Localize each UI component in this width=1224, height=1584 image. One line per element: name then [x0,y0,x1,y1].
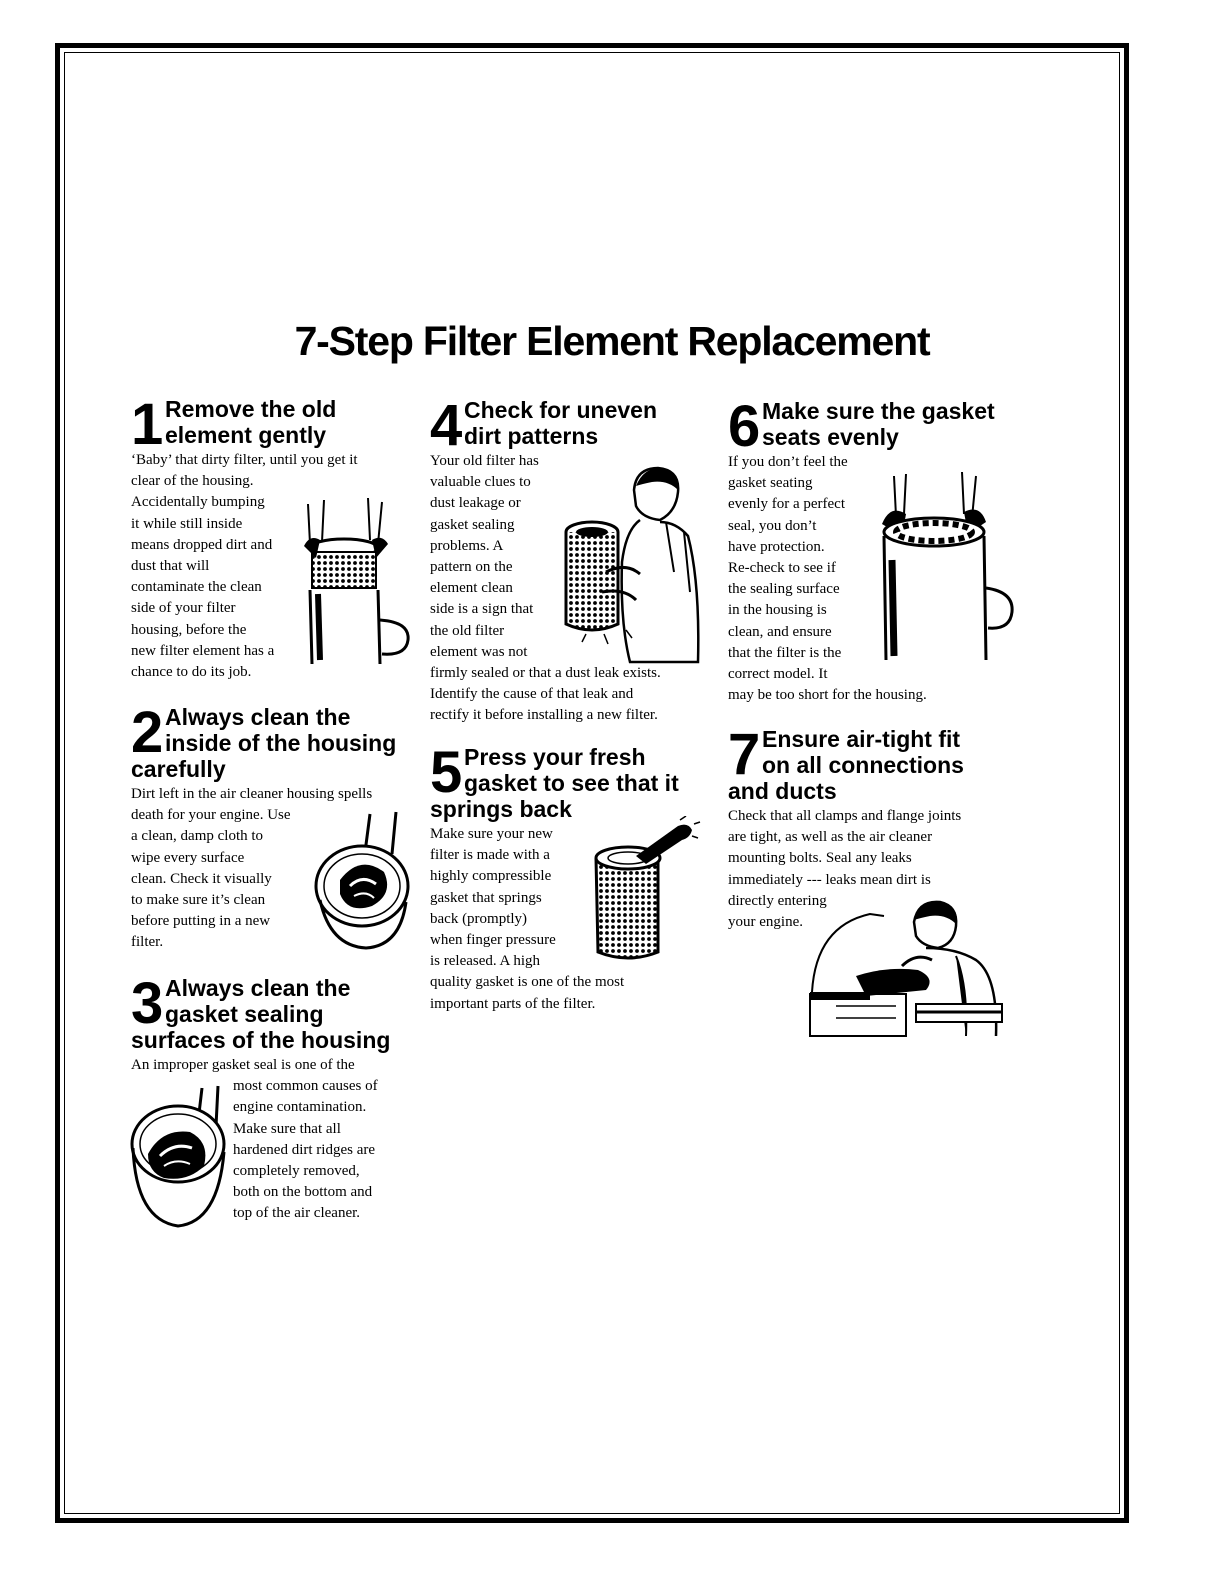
body-line: that the filter is the [728,644,842,661]
step-number: 7 [728,722,761,787]
title-line: Make sure the gasket [762,398,995,424]
body-line: engine contamination. [233,1099,367,1116]
step-title [131,971,431,1053]
body-line: when finger pressure [430,932,556,949]
body-line: An improper gasket seal is one of the [131,1057,355,1073]
step-number: 1 [131,392,164,457]
body-line: the old filter [430,622,505,639]
step-title [131,700,431,782]
body-line: housing, before the [131,621,247,638]
page-title: 7-Step Filter Element Replacement [294,318,930,364]
body-line: death for your engine. Use [131,807,291,824]
body-line: important parts of the filter. [430,995,596,1012]
body-line: completely removed, [233,1163,360,1180]
title-line: and ducts [728,778,837,804]
body-line: new filter element has a [131,642,275,659]
body-line: Make sure your new [430,826,553,842]
body-line: seal, you don’t [728,517,817,534]
title-line: Check for uneven [464,397,657,423]
step-title [728,722,1028,804]
hands-seating-filter-icon [876,470,1016,666]
body-line: back (promptly) [430,910,528,927]
title-line: Always clean the [165,704,351,730]
step-number: 2 [131,700,164,765]
body-line: both on the bottom and [233,1184,373,1201]
body-line: a clean, damp cloth to [131,828,264,845]
body-line: quality gasket is one of the most [430,974,625,991]
step-title [728,398,1018,450]
title-line: carefully [131,756,226,782]
body-line: element was not [430,643,528,660]
title-line: springs back [430,796,572,822]
body-line: element clean [430,580,513,597]
body-line: gasket seating [728,475,813,492]
step-number: 4 [430,393,463,458]
title-line: surfaces of the housing [131,1027,391,1053]
step-title [131,396,431,448]
step-number: 3 [131,971,164,1036]
body-line: gasket that springs [430,889,542,906]
body-line: Your old filter has [430,453,539,469]
body-line: pattern on the [430,559,513,576]
body-line: in the housing is [728,602,827,619]
body-line: may be too short for the housing. [728,687,927,704]
body-line: are tight, as well as the air cleaner [728,829,933,846]
title-line: seats evenly [762,424,899,450]
step-number: 5 [430,740,463,805]
body-line: problems. A [430,537,504,554]
body-line: to make sure it’s clean [131,892,266,909]
body-line: Accidentally bumping [131,494,265,511]
body-line: before putting in a new [131,913,271,930]
body-line: the sealing surface [728,581,840,598]
body-line: contaminate the clean [131,579,262,596]
hand-cleaning-gasket-icon [128,1082,232,1230]
body-line: your engine. [728,914,803,931]
body-line: dust that will [131,558,210,575]
body-line: correct model. It [728,666,828,683]
title-line: Ensure air-tight fit [762,726,961,752]
man-inspecting-filter-icon [556,462,702,672]
body-line: side of your filter [131,600,236,617]
body-line: If you don’t feel the [728,454,848,470]
body-line: have protection. [728,538,825,555]
body-line: most common causes of [233,1078,378,1095]
step-number: 6 [728,394,761,459]
body-line: highly compressible [430,868,552,885]
body-line: clean, and ensure [728,623,832,640]
body-line: gasket sealing [430,516,515,533]
body-line: evenly for a perfect [728,496,846,513]
man-checking-connections-icon [806,896,1006,1038]
title-line: inside of the housing [165,730,397,756]
title-line: gasket to see that it [464,770,679,796]
body-line: clear of the housing. [131,473,254,490]
body-line: filter. [131,934,164,951]
title-line: element gently [165,422,327,448]
hand-wiping-housing-icon [310,810,414,952]
body-line: side is a sign that [430,601,534,618]
body-line: ‘Baby’ that dirty filter, until you get it [131,452,358,468]
body-line: clean. Check it visually [131,870,272,887]
body-line: top of the air cleaner. [233,1205,361,1222]
body-line: Dirt left in the air cleaner housing spells [131,786,373,802]
body-line: dust leakage or [430,495,521,512]
title-line: Always clean the [165,975,351,1001]
finger-pressing-gasket-icon [592,816,702,966]
title-line: dirt patterns [464,423,599,449]
title-line: on all connections [762,752,964,778]
body-line: Re-check to see if [728,560,836,577]
body-line: immediately --- leaks mean dirt is [728,871,931,888]
body-line: means dropped dirt and [131,536,273,553]
body-line: filter is made with a [430,847,550,864]
body-line: mounting bolts. Seal any leaks [728,850,912,867]
body-line: is released. A high [430,953,540,970]
step-title [430,397,720,449]
body-line: Make sure that all [233,1120,341,1137]
title-line: Remove the old [165,396,337,422]
body-line: Identify the cause of that leak and [430,686,634,703]
body-line: valuable clues to [430,474,531,491]
body-line: hardened dirt ridges are [233,1141,376,1158]
title-line: Press your fresh [464,744,646,770]
body-line: directly entering [728,892,827,909]
title-line: gasket sealing [165,1001,324,1027]
body-line: wipe every surface [131,849,245,866]
hands-lifting-filter-icon [298,494,416,670]
step-title [430,740,720,822]
body-line: chance to do its job. [131,664,252,681]
body-line: Check that all clamps and flange joints [728,808,962,824]
body-line: firmly sealed or that a dust leak exists. [430,665,661,682]
body-line: rectify it before installing a new filter. [430,707,658,724]
body-line: it while still inside [131,515,243,532]
